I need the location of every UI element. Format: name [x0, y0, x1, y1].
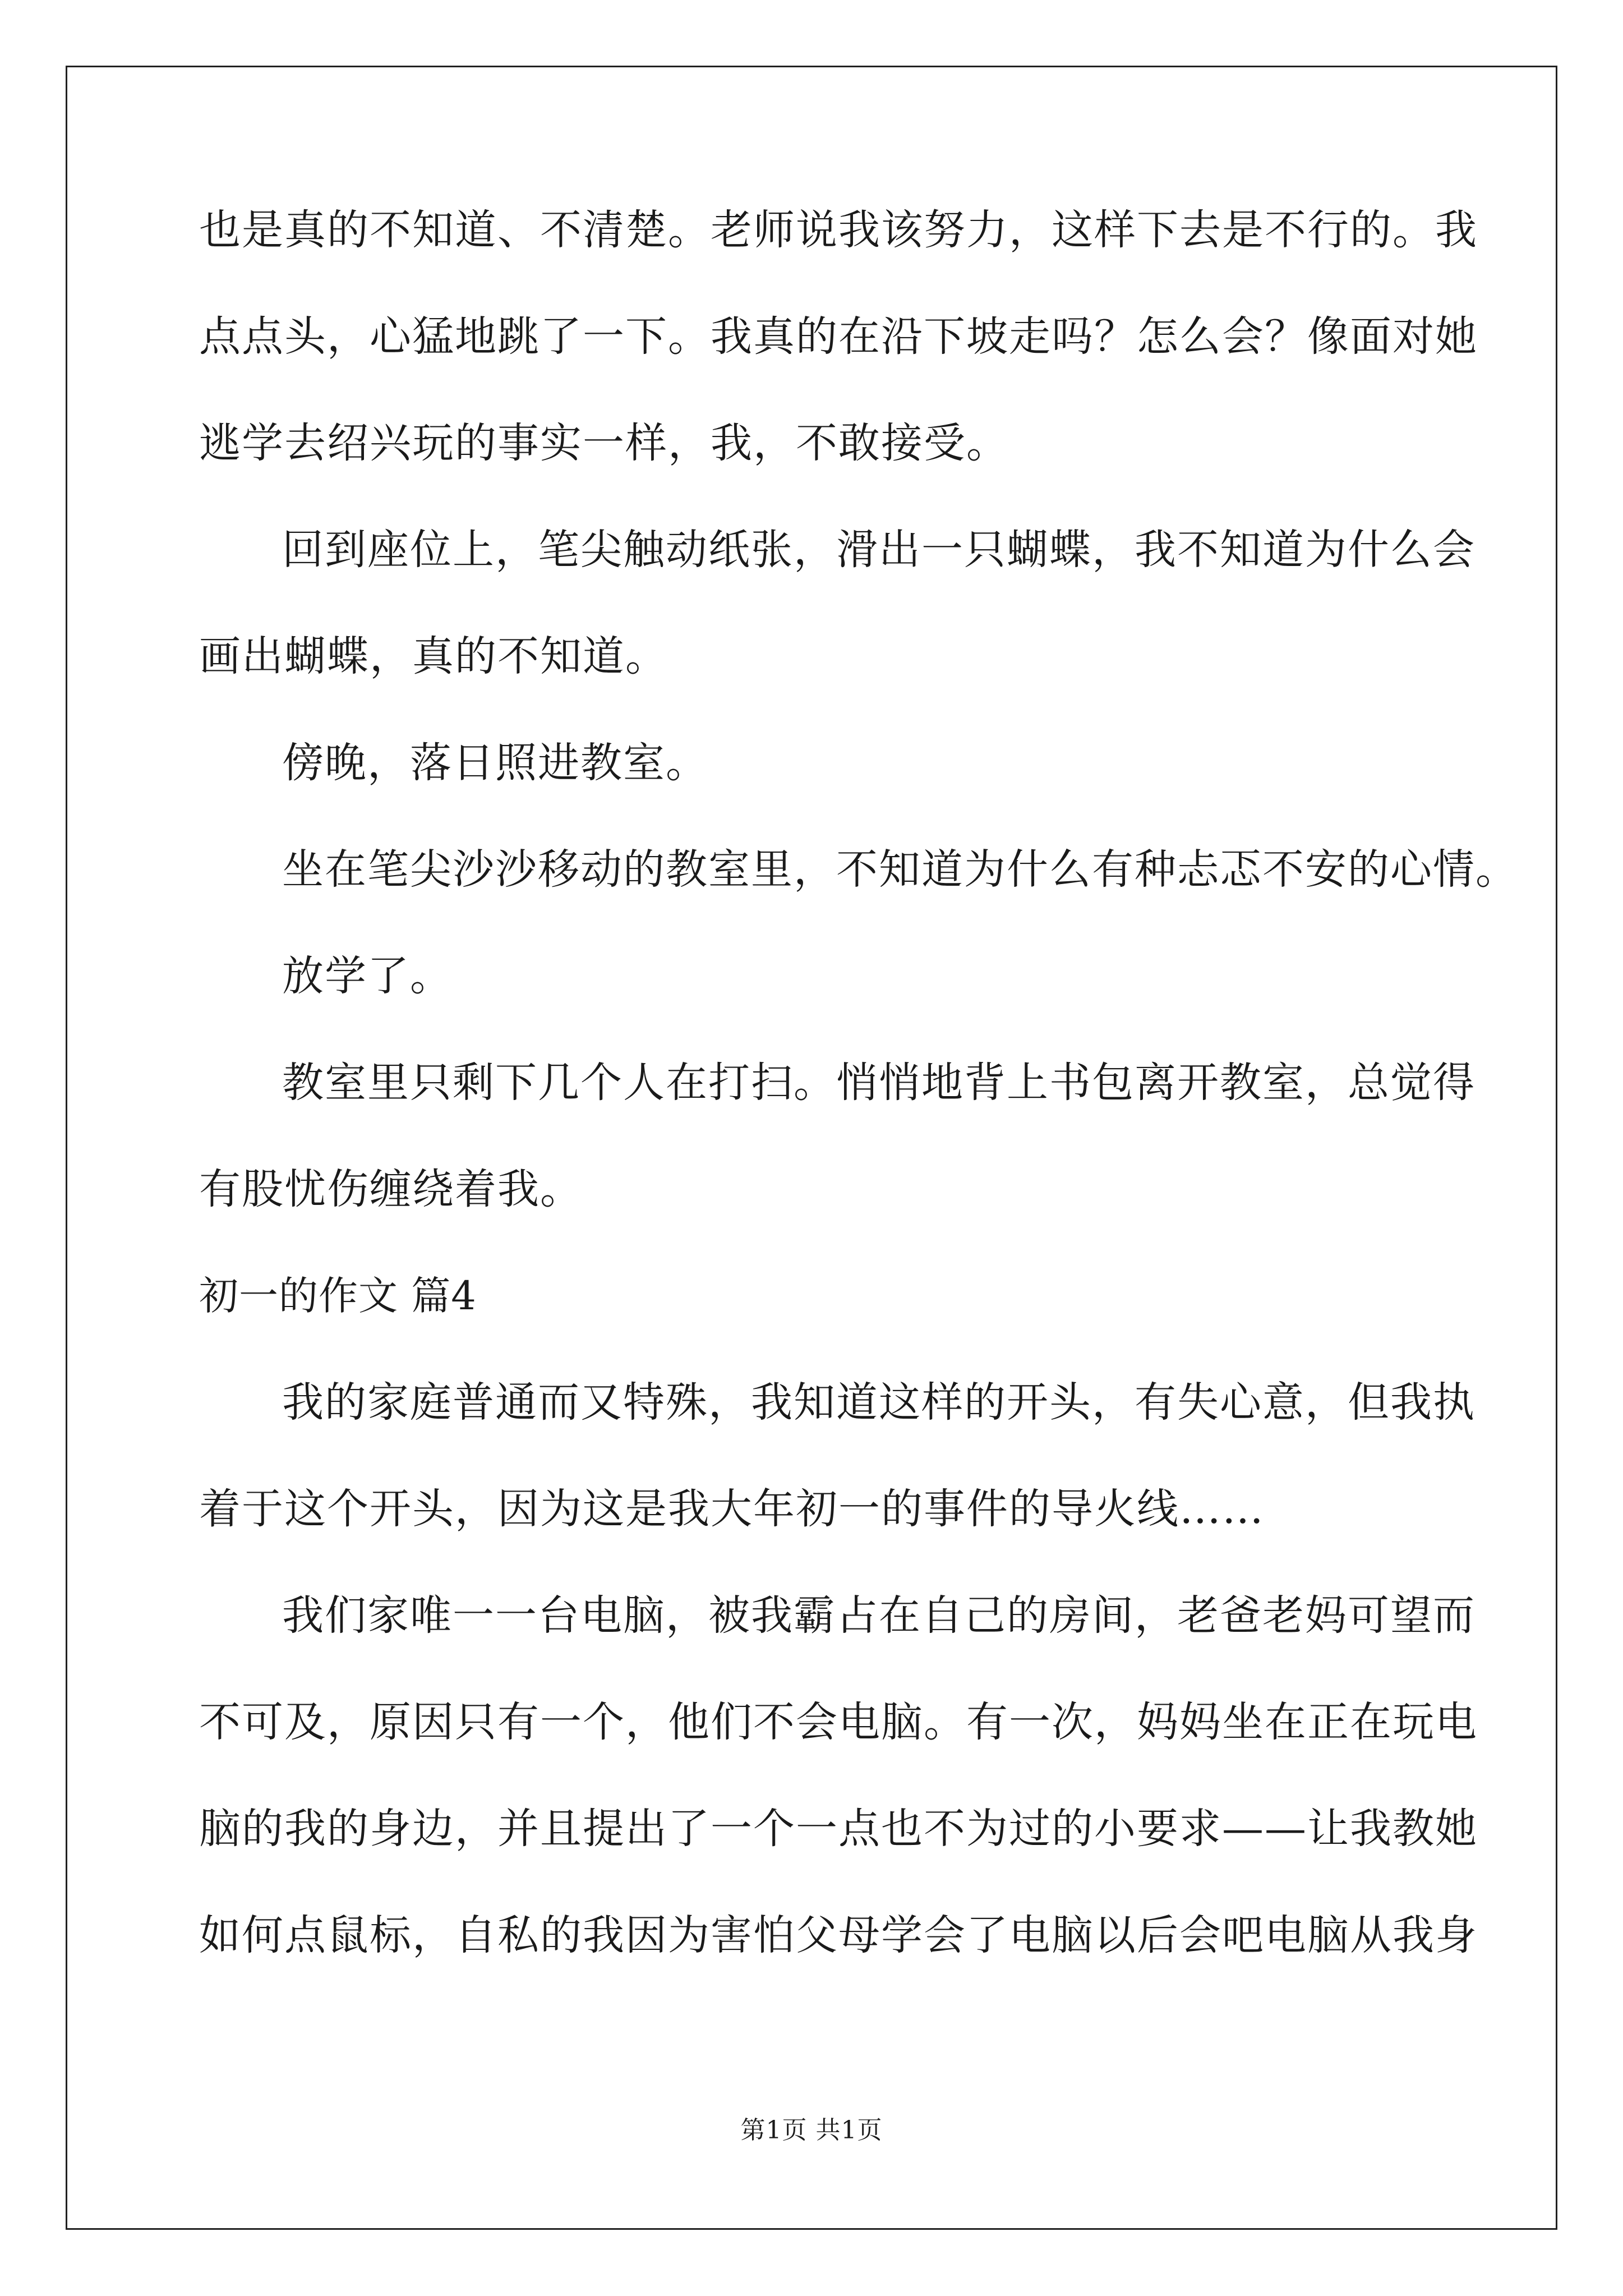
section-heading: 初一的作文 篇4 — [199, 1273, 477, 1319]
paragraph-line: 有股忧伤缠绕着我。 — [199, 1165, 583, 1213]
page-footer: 第1页 共1页 — [740, 2116, 883, 2145]
paragraph-line: 也是真的不知道、不清楚。老师说我该努力，这样下去是不行的。我 — [199, 206, 1478, 254]
paragraph-line: 不可及，原因只有一个，他们不会电脑。有一次，妈妈坐在正在玩电 — [199, 1698, 1478, 1746]
paragraph-line: 点点头，心猛地跳了一下。我真的在沿下坡走吗？怎么会？像面对她 — [199, 312, 1478, 361]
paragraph-line: 傍晚，落日照进教室。 — [282, 739, 708, 787]
paragraph-line: 我们家唯一一台电脑，被我霸占在自己的房间，老爸老妈可望而 — [282, 1591, 1476, 1640]
paragraph-line: 逃学去绍兴玩的事实一样，我，不敢接受。 — [199, 419, 1009, 467]
paragraph-line: 我的家庭普通而又特殊，我知道这样的开头，有失心意，但我执 — [282, 1378, 1476, 1427]
paragraph-line: 画出蝴蝶，真的不知道。 — [199, 632, 668, 680]
paragraph-line: 脑的我的身边，并且提出了一个一点也不为过的小要求——让我教她 — [199, 1805, 1478, 1853]
paragraph-line: 放学了。 — [282, 952, 453, 1000]
paragraph-line: 如何点鼠标，自私的我因为害怕父母学会了电脑以后会吧电脑从我身 — [199, 1911, 1478, 1959]
paragraph-line: 着于这个开头，因为这是我大年初一的事件的导火线…… — [199, 1485, 1265, 1533]
paragraph-line: 坐在笔尖沙沙移动的教室里，不知道为什么有种忐忑不安的心情。 — [282, 845, 1518, 894]
paragraph-line: 教室里只剩下几个人在打扫。悄悄地背上书包离开教室，总觉得 — [282, 1059, 1476, 1107]
paragraph-line: 回到座位上，笔尖触动纸张，滑出一只蝴蝶，我不知道为什么会 — [282, 526, 1476, 574]
page-border — [66, 66, 1557, 2230]
